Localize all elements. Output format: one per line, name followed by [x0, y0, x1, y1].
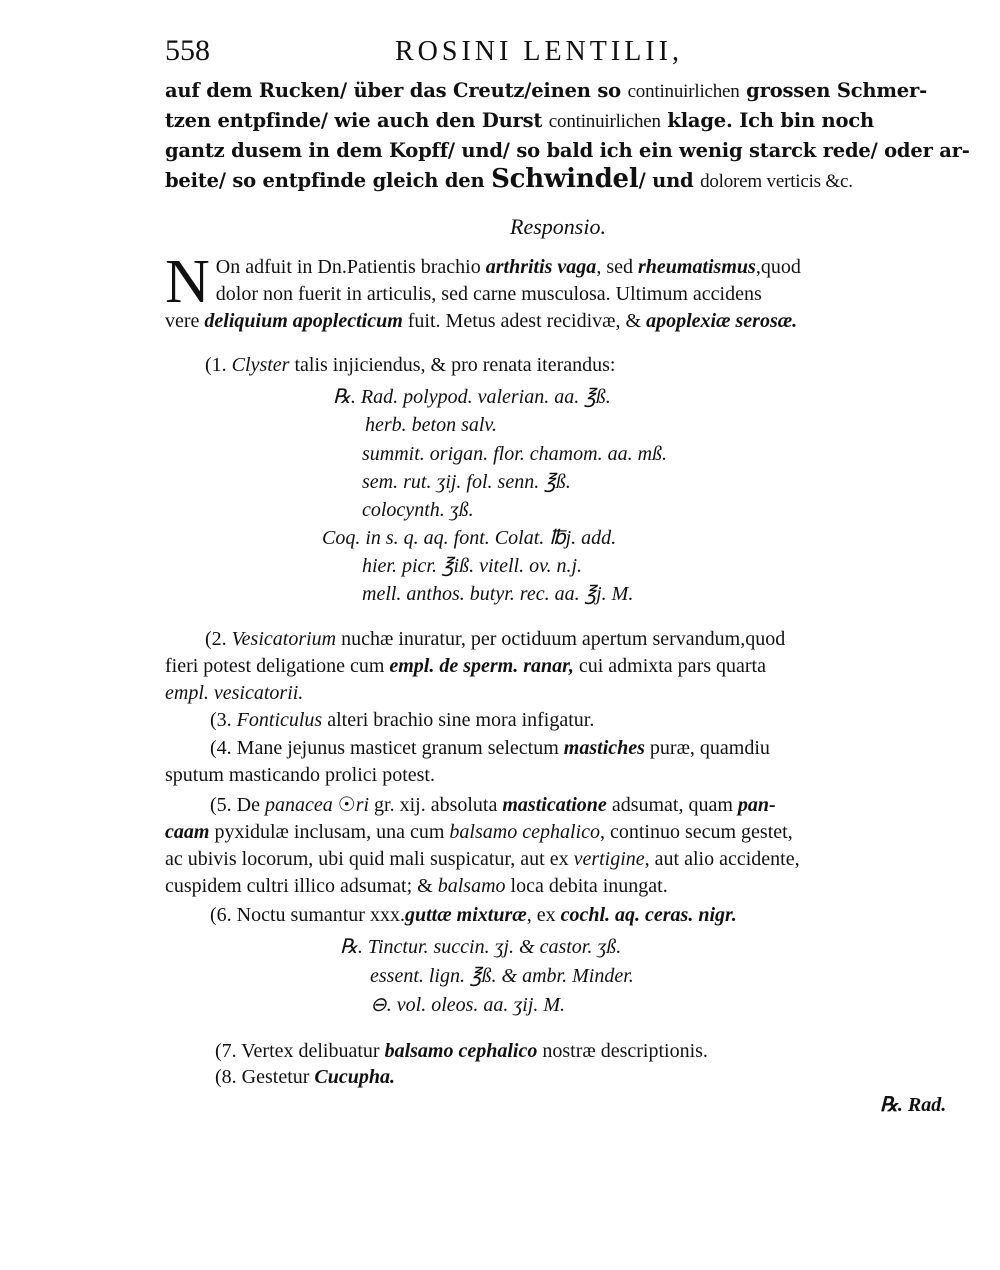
recipe-line: ℞. Tinctur. succin. ʒj. & castor. ʒß.: [340, 936, 622, 958]
prescription-item-8: (8. Gestetur Cucupha.: [215, 1066, 396, 1088]
recipe-line: sem. rut. ʒij. fol. senn. ℥ß.: [362, 471, 571, 493]
response-heading: Responsio.: [510, 214, 606, 239]
response-line: dolor non fuerit in articulis, sed carne musculosa. Ultimum accidens: [215, 283, 762, 305]
drop-cap: N: [165, 248, 210, 316]
german-line: tzen entpfinde/ wie auch den Durst continuirlichen klage. Ich bin noch: [165, 109, 874, 132]
response-line: On adfuit in Dn.Patientis brachio arthritis vaga, sed rheumatismus,quod: [215, 256, 801, 278]
recipe-line: ℞. Rad. polypod. valerian. aa. ℥ß.: [333, 386, 611, 408]
recipe-line: colocynth. ʒß.: [362, 499, 474, 521]
german-line: auf dem Rucken/ über das Creutz/einen so continuirlichen grossen Schmer-: [165, 79, 927, 102]
prescription-item-4: (4. Mane jejunus masticet granum selectum mastiches puræ, quamdiu sputum masticando prolici potest.: [165, 737, 770, 786]
prescription-item-1: (1. Clyster talis injiciendus, & pro renata iterandus:: [205, 354, 616, 376]
prescription-item-6: (6. Noctu sumantur xxx.guttæ mixturæ, ex cochl. aq. ceras. nigr.: [210, 904, 737, 926]
prescription-item-3: (3. Fonticulus alteri brachio sine mora infigatur.: [210, 709, 595, 731]
recipe-line: ⊖. vol. oleos. aa. ʒij. M.: [370, 994, 566, 1016]
german-line: gantz dusem in dem Kopff/ und/ so bald ich ein wenig starck rede/ oder ar-: [165, 139, 970, 162]
running-title: ROSINI LENTILII,: [395, 36, 683, 67]
recipe-line: mell. anthos. butyr. rec. aa. ℥j. M.: [362, 583, 634, 605]
recipe-line: Coq. in s. q. aq. font. Colat. ℔j. add.: [322, 527, 617, 549]
page-header: [165, 30, 955, 74]
recipe-line: summit. origan. flor. chamom. aa. mß.: [362, 443, 668, 465]
recipe-line: essent. lign. ℥ß. & ambr. Minder.: [370, 965, 634, 987]
catchword: ℞. Rad.: [880, 1094, 947, 1116]
page-number: 558: [165, 34, 210, 67]
german-paragraph: [165, 76, 970, 196]
response-paragraph: [165, 248, 955, 335]
recipe-line: herb. beton salv.: [365, 414, 497, 436]
response-line: vere deliquium apoplecticum fuit. Metus adest recidivæ, & apoplexiæ serosæ.: [165, 310, 798, 332]
prescription-item-2: (2. Vesicatorium nuchæ inuratur, per octiduum apertum servandum,quod fieri potest deligatione cum empl. de sperm. ranar, cui admixta pars quarta empl. vesicatorii.: [165, 628, 786, 704]
prescription-item-7: (7. Vertex delibuatur balsamo cephalico nostræ descriptionis.: [215, 1040, 708, 1062]
prescription-item-5: (5. De panacea ☉ri gr. xij. absoluta masticatione adsumat, quam pan- caam pyxidulæ inclusam, una cum balsamo cephalico, continuo secum gestet, ac ubivis locorum, ubi quid mali suspicatur, aut ex vertigine, aut alio accidente, cuspidem cultri illico adsumat; & balsamo loca debita inungat.: [165, 794, 800, 897]
german-line: beite/ so entpfinde gleich den Schwindel/ und dolorem verticis &c.: [165, 164, 853, 194]
recipe-line: hier. picr. ℥iß. vitell. ov. n.j.: [362, 555, 583, 577]
